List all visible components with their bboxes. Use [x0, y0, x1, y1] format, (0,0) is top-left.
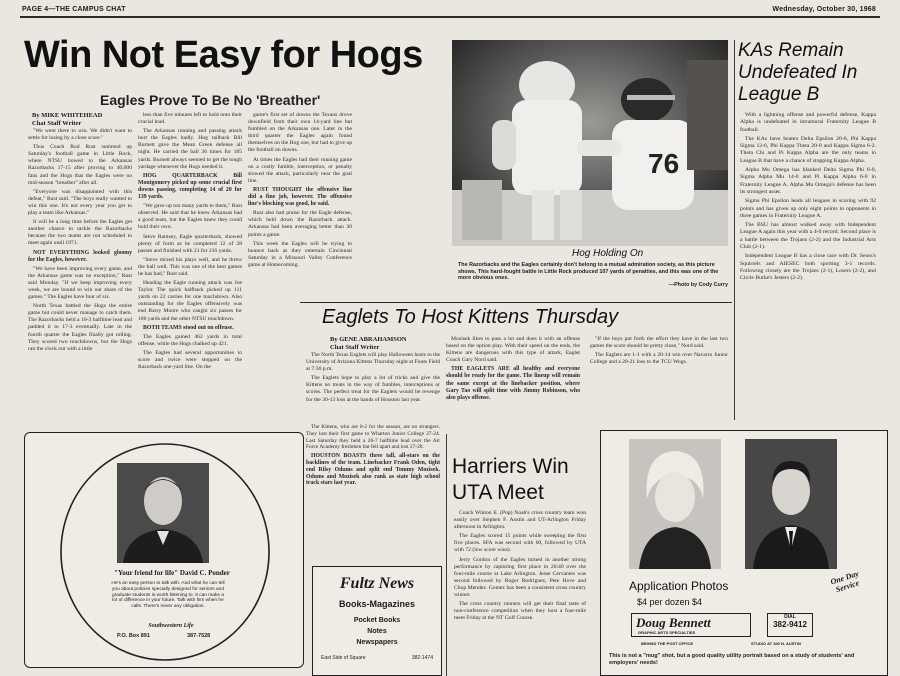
eaglets-column-1 [306, 424, 440, 556]
hogs-subhead: HOG QUARTERBACK Bill Montgomery picked up some crucial first downs passing, completing 14 of 20 for 139 yards. [138, 172, 242, 201]
football-scene-image [452, 40, 728, 246]
dial-number: 382-9412 [773, 620, 807, 629]
eaglets-column-2 [446, 336, 580, 428]
eaglets-paragraph: The Eaglets hope to play a lot of tricks and give the Kittens no treats in the way of fumbles, interceptions or scores. The perfect treat for the Eaglets would be revenge for the 30-13 loss at the hands of Houston last year. [306, 375, 440, 403]
hogs-paragraph: This week the Eagles will be trying to bounce back as they entertain Cincinnati Saturday in a Missouri Valley Conference game at Homecoming. [248, 240, 352, 268]
hogs-paragraph: Thus Coach Rod Rust summed up Saturday's football game in Little Rock, where NTSU bowed to the Arkansas Razorbacks 17-15 after proving to 40,000 fans and the Hogs that the Eagles were no mid-season "breather" after all. [28, 144, 132, 186]
fultz-line-4: Newspapers [356, 639, 398, 646]
issue-date: Wednesday, October 30, 1968 [772, 6, 876, 13]
ponder-ad [24, 432, 304, 668]
hogs-subhead: NOT EVERYTHING looked gloomy for the Eagles, however. [28, 249, 132, 263]
kas-paragraph: Alpha Mu Omega has blanked Delta Sigma Phi 6-0, Sigma Alpha Mu 14-0 and Pi Kappa Alpha 6-0 in Fraternity League A. Alpha Mu Omega's defense has been its strongest asset. [740, 167, 876, 195]
hogs-byline-name: By MIKE WHITEHEAD [32, 112, 103, 119]
hogs-subhead: BOTH TEAMS stood out on offense. [143, 324, 234, 331]
eaglets-paragraph: The Kittens, who are 0-2 for the season, are no strangers. They lost their first game to Wharton Junior College 27-24. Last Saturday they held a 20-7 halftime lead over the Air Force Academy freshmen but fell apart and lost 27-20. [306, 424, 440, 451]
ponder-quote: "Your friend for life" David C. Ponder [114, 569, 230, 577]
fultz-ad [312, 566, 442, 676]
column-rule [446, 434, 447, 676]
location-1: BEHIND THE POST OFFICE [641, 641, 694, 646]
ponder-body: He's an easy person to talk with. And what he can tell you about policies specially designed for seniors and graduate students is worth listening to. It can make a lot of difference in your future. Talk with him when he calls. There's never any obligation. [111, 581, 225, 610]
ponder-phone: 387-7528 [187, 633, 211, 639]
dial-label: DIAL [784, 614, 796, 620]
harriers-paragraph: Coach Winton E. (Pop) Noah's cross country team won easily over Stephen F. Austin and UT-Arlington Friday afternoon in Arlington. [454, 510, 586, 531]
dial-box [767, 613, 813, 637]
hogs-column-2 [138, 112, 242, 430]
kas-paragraph: Sigma Phi Epsilon leads all leagues in scoring with 92 points and has given up only eight points to opponents in three games in Fraternity League A. [740, 198, 876, 219]
hogs-paragraph: At times the Eagles had their running game on a costly fumble, interception, or penalty slowed the attack, particularly near the goal line. [248, 156, 352, 184]
hogs-column-3 [248, 112, 352, 308]
fultz-line-3: Notes [367, 628, 387, 635]
kas-paragraph: Independent League B has a close race with Dr. Seuss's Squirrels and AIESEC both sporting 3-1 records. Following closely are the Trojans (2-1), Losers (2-2), and Circle Burke's Jesters (2-2). [740, 253, 876, 282]
section-rule [300, 302, 732, 303]
kas-paragraph: The BSU has almost walked away with Independent League A again this year with a 4-0 record. Second place is a battle between the Trojans (2-2) and the Industrial Arts Club (2-1). [740, 222, 876, 251]
ponder-address: P.O. Box 891 [117, 633, 150, 639]
studio-sub: GRAPHIC ARTS SPECIALTIES [638, 630, 696, 635]
fultz-line-2: Pocket Books [353, 617, 401, 624]
photo-caption [458, 262, 728, 288]
woman-portrait-image [629, 439, 721, 569]
studio-name: Doug Bennett [636, 615, 711, 630]
bennett-ad [600, 430, 888, 676]
hogs-paragraph: Heading the Eagle running attack was Joe Taylor. The quick halfback picked up 111 yards on 22 carries for one touchdown. Also outstanding for the Eagles offensively was end Barry Moore who caught six passes for 106 yards and the other NTSU touchdown. [138, 280, 242, 322]
hogs-column-1 [28, 128, 132, 430]
kas-paragraph: With a lightning offense and powerful defense, Kappa Alpha is undefeated in intramural Fraternity League B football. [740, 112, 876, 133]
fultz-name: Fultz News [339, 575, 415, 592]
bennett-title: Application Photos [629, 579, 729, 593]
eaglets-column-0 [306, 352, 440, 424]
location-2: STUDIO AT 300 N. AUSTIN [751, 641, 801, 646]
hogs-paragraph: "We have been improving every game, and the Arkansas game was no exception," Rust said Monday. "If we keep improving every week, we are bound to win our share of the games." The Eagles have four of six. [28, 265, 132, 301]
eaglets-byline-title: Chat Staff Writer [330, 344, 380, 352]
hogs-deck: Eagles Prove To Be No 'Breather' [100, 92, 321, 108]
hogs-paragraph: "Everyone was disappointed with this defeat," Rust said. "The boys really wanted to win this one. It's not every year you get to play a team like Arkansas." [28, 188, 132, 217]
man-portrait [745, 439, 837, 569]
photo-title: Hog Holding On [572, 248, 644, 259]
eaglets-column-3 [590, 336, 728, 416]
harriers-paragraph: Jerry Gordon of the Eagles turned in another strong performance by capturing first place in 20:40 over the four-mile course at Lake Arlington. Jesse Cervantes was second followed by Roger Rodriguez, Pete Hove and Chop Mendez. Gomez has been a consistent cross country winner. [454, 556, 586, 599]
hogs-paragraph: Steve Ramsey, Eagle quarterback, showed plenty of form as he completed 12 of 28 passes and finished with 21 for 216 yards. [138, 233, 242, 254]
eaglets-paragraph: The North Texas Eaglets will play Halloween hosts to the University of Arizona Kittens Thursday night at Fouts Field at 7:30 p.m. [306, 352, 440, 373]
kas-column [740, 112, 876, 418]
hogs-paragraph: North Texas battled the Hogs the entire game but could never manage to catch them. The Razorbacks held a 10-3 halftime lead and padded it to 17-3 eventually. Late in the fourth quarter the Eagles finally got rolling. They scored two touchdowns, but the Hogs ran the clock out with a little [28, 303, 132, 352]
jersey-number: 76 [648, 148, 680, 179]
studio-box [631, 613, 751, 637]
page-folio: PAGE 4—THE CAMPUS CHAT [22, 6, 126, 13]
eaglets-byline-name: By GENE ABRAHAMSON [330, 336, 407, 343]
hogs-byline-title: Chat Staff Writer [32, 120, 82, 128]
eaglets-headline: Eaglets To Host Kittens Thursday [322, 306, 619, 328]
masthead-rule [20, 16, 880, 18]
hogs-paragraph: The Eagles gained 462 yards in total offense, while the Hogs chalked up 421. [138, 333, 242, 347]
kas-paragraph: The KAs have beaten Delta Epsilon 20-6, Phi Kappa Sigma 12-6, Phi Kappa Theta 20-0 and Kappa Sigma 6-2. Theta Chi and Pi Kappa Alpha are the only teams in League B that have a chance of stopping Kappa Alpha. [740, 135, 876, 164]
hogs-paragraph: less than five minutes left to hold onto their crucial lead. [138, 112, 242, 126]
harriers-paragraph: The cross country runners will get their final taste of non-conference competition when they host a four-mile meet Friday at the NT Golf Course. [454, 601, 586, 622]
woman-portrait [629, 439, 721, 569]
eaglets-paragraph: The Eaglets are 1-1 with a 20-14 win over Navarro Junior College and a 28-21 loss to the TCU Wogs. [590, 352, 728, 366]
photo-caption-text: The Razorbacks and the Eagles certainly don't belong to a mutual admiration society, as this picture shows. This hard-fought battle in Little Rock produced 107 yards of penalties, and this was one of the more obvious ones. [458, 262, 719, 282]
man-portrait-image [745, 439, 837, 569]
eaglets-subhead: HOUSTON BOASTS three tall, all-stars on the backlines of the team. Linebacker Frank Oden, tight end Rilsy Odums and split end Tommy Mozisek. Odums and Mozisek also rank as state high school track stars last year. [306, 453, 440, 487]
harriers-column [454, 510, 586, 676]
column-rule [734, 40, 735, 420]
one-day-badge: One Day Service [829, 568, 861, 595]
football-photo [452, 40, 728, 246]
hogs-paragraph: "Steve mixed his plays well, and he threw the ball well. This was one of the best games he has had," Rust said. [138, 256, 242, 277]
hogs-paragraph: The Arkansas running and passing attack hurt the Eagles badly. Hog tailback Bill Burnett gave the Mean Green defense all night. He carried the ball 36 times for 185 yards. Burnett always seemed to get the tough yardage whenever the Hogs needed it. [138, 128, 242, 170]
fultz-line-1: Books-Magazines [338, 599, 416, 609]
hogs-paragraph: It will be a long time before the Eagles get another chance to tackle the Razorbacks because the two teams are not scheduled to meet again until 1971. [28, 219, 132, 247]
eaglets-paragraph: "If the boys put forth the effort they have in the last two games the score should be pretty close," Nord said. [590, 336, 728, 350]
hogs-paragraph: "We gave up too many yards to them," Rust observed. He said that he knew Arkansas had a good team, but the Eagles knew they could hold their own. [138, 203, 242, 231]
kas-headline: KAs Remain Undefeated In League B [738, 40, 858, 105]
hogs-paragraph: The Eagles had several opportunities to score and twice were stopped on the Razorback one-yard line. On the [138, 349, 242, 371]
hogs-byline [32, 112, 102, 129]
bennett-footer: This is not a "mug" shot, but a good quality utility portrait based on a study of students' and employers' needs! [609, 653, 855, 666]
hogs-paragraph: "We went there to win. We didn't want to settle for losing by a close score." [28, 128, 132, 142]
photo-credit: —Photo by Cody Curry [668, 281, 728, 288]
harriers-paragraph: The Eagles scored 15 points while sweeping the first five places. SFA was second with 60, followed by UTA with 72 (low score wins). [454, 533, 586, 554]
eaglets-byline [330, 336, 407, 353]
hogs-headline: Win Not Easy for Hogs [24, 34, 423, 76]
fultz-phone: 382-1474 [411, 655, 433, 661]
fultz-address: East Side of Square [321, 655, 366, 661]
bennett-price: $4 per dozen $4 [637, 597, 703, 607]
portrait-image [117, 463, 209, 563]
hogs-paragraph: Rust also had praise for the Eagle defense, which held down the Razorback attack. Arkansas had been averaging better than 30 points a game. [248, 210, 352, 238]
eaglets-subhead: THE EAGLETS ARE all healthy and everyone should be ready for the game. The lineup will remain the same except at the linebacker position, where Gary Tao will split time with Jimmy Robinson, who also plays offense. [446, 366, 580, 401]
harriers-headline: Harriers Win UTA Meet [452, 455, 569, 504]
ponder-company: Southwestern Life [148, 623, 194, 629]
eaglets-paragraph: Mozisek likes to pass a lot and does it with an offense based on the option play. With their speed on the ends, the Kittens are dangerous with this type of attack, Eaglet Coach Gary Nord said. [446, 336, 580, 364]
hogs-subhead: RUST THOUGHT the offensive line did a fine job, however. The offensive line's blocking was good, he said. [248, 186, 352, 208]
hogs-paragraph: game's first set of downs the Texans drove downfield from their own 14-yard line but fumbled on the Arkansas one. Later in the third quarter the Eagles again found themselves on the Hog one, but had to give up the football on downs. [248, 112, 352, 154]
ponder-portrait [117, 463, 209, 563]
